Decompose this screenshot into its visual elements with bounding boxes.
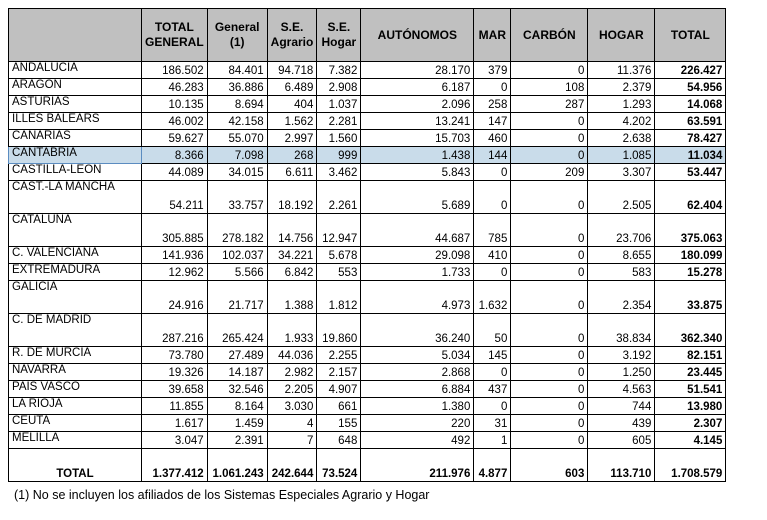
- region-cell: CANTABRIA: [9, 147, 142, 164]
- table-row: [9, 62, 726, 79]
- total-cell: 82.151: [655, 347, 726, 364]
- header-autonomos: AUTÓNOMOS: [361, 9, 474, 62]
- general-cell: 7.098: [207, 147, 267, 164]
- hogar-cell: 38.834: [588, 314, 655, 347]
- se-agrario-cell: 7: [267, 432, 317, 449]
- se-hogar-cell: 155: [317, 415, 361, 432]
- total-general-cell: 186.502: [142, 62, 208, 79]
- se-hogar-cell: 2.281: [317, 113, 361, 130]
- general-cell: 102.037: [207, 247, 267, 264]
- se-hogar-cell: 1.037: [317, 96, 361, 113]
- total-general-cell: 24.916: [142, 281, 208, 314]
- hogar-cell: 583: [588, 264, 655, 281]
- se-hogar-cell: 2.255: [317, 347, 361, 364]
- se-agrario-cell: 34.221: [267, 247, 317, 264]
- affiliates-table: [8, 8, 726, 482]
- total-cell: 362.340: [655, 314, 726, 347]
- hogar-cell: 2.505: [588, 181, 655, 214]
- mar-cell: 379: [474, 62, 511, 79]
- total-cell: 14.068: [655, 96, 726, 113]
- carbon-cell: 0: [511, 415, 588, 432]
- total-cell: 375.063: [655, 214, 726, 247]
- table-row: [9, 364, 726, 381]
- hogar-cell: 1.085: [588, 147, 655, 164]
- general-cell: 278.182: [207, 214, 267, 247]
- mar-cell: 0: [474, 79, 511, 96]
- carbon-cell: 0: [511, 398, 588, 415]
- table-row: [9, 281, 726, 314]
- general-cell: 21.717: [207, 281, 267, 314]
- general-cell: 5.566: [207, 264, 267, 281]
- table-row: [9, 415, 726, 432]
- total-cell: 62.404: [655, 181, 726, 214]
- total-autonomos-cell: 211.976: [361, 449, 474, 482]
- total-total-general-cell: 1.377.412: [142, 449, 208, 482]
- general-cell: 84.401: [207, 62, 267, 79]
- total-general-cell: 11.855: [142, 398, 208, 415]
- table-row: [9, 130, 726, 147]
- hogar-cell: 4.202: [588, 113, 655, 130]
- total-hogar-cell: 113.710: [588, 449, 655, 482]
- carbon-cell: 0: [511, 281, 588, 314]
- total-label: TOTAL: [9, 449, 142, 482]
- total-general-cell: 305.885: [142, 214, 208, 247]
- header-row: [9, 9, 726, 62]
- mar-cell: 1: [474, 432, 511, 449]
- mar-cell: 460: [474, 130, 511, 147]
- total-general-cell: 3.047: [142, 432, 208, 449]
- total-cell: 54.956: [655, 79, 726, 96]
- general-cell: 36.886: [207, 79, 267, 96]
- se-agrario-cell: 268: [267, 147, 317, 164]
- mar-cell: 0: [474, 264, 511, 281]
- carbon-cell: 108: [511, 79, 588, 96]
- total-cell: 2.307: [655, 415, 726, 432]
- autonomos-cell: 492: [361, 432, 474, 449]
- header-total-general: TOTAL GENERAL: [142, 9, 208, 62]
- region-cell: CEUTA: [9, 415, 142, 432]
- region-cell: EXTREMADURA: [9, 264, 142, 281]
- header-region: [9, 9, 142, 62]
- table-row: [9, 432, 726, 449]
- table-row: [9, 398, 726, 415]
- total-general-cell: 1.617: [142, 415, 208, 432]
- autonomos-cell: 220: [361, 415, 474, 432]
- carbon-cell: 0: [511, 314, 588, 347]
- se-agrario-cell: 1.933: [267, 314, 317, 347]
- se-hogar-cell: 7.382: [317, 62, 361, 79]
- mar-cell: 0: [474, 364, 511, 381]
- mar-cell: 147: [474, 113, 511, 130]
- total-cell: 226.427: [655, 62, 726, 79]
- total-cell: 53.447: [655, 164, 726, 181]
- autonomos-cell: 2.868: [361, 364, 474, 381]
- se-hogar-cell: 553: [317, 264, 361, 281]
- region-cell: C. DE MADRID: [9, 314, 142, 347]
- autonomos-cell: 5.689: [361, 181, 474, 214]
- autonomos-cell: 1.438: [361, 147, 474, 164]
- region-cell: ARAGÓN: [9, 79, 142, 96]
- region-cell: CASTILLA-LEÓN: [9, 164, 142, 181]
- se-hogar-cell: 648: [317, 432, 361, 449]
- autonomos-cell: 6.187: [361, 79, 474, 96]
- mar-cell: 31: [474, 415, 511, 432]
- general-cell: 55.070: [207, 130, 267, 147]
- total-cell: 78.427: [655, 130, 726, 147]
- se-hogar-cell: 661: [317, 398, 361, 415]
- se-agrario-cell: 6.489: [267, 79, 317, 96]
- total-general-cell: 10.135: [142, 96, 208, 113]
- autonomos-cell: 29.098: [361, 247, 474, 264]
- header-carbon: CARBÓN: [511, 9, 588, 62]
- general-cell: 33.757: [207, 181, 267, 214]
- se-agrario-cell: 14.756: [267, 214, 317, 247]
- carbon-cell: 0: [511, 147, 588, 164]
- header-se-hogar: S.E. Hogar: [317, 9, 361, 62]
- se-agrario-cell: 6.842: [267, 264, 317, 281]
- general-cell: 32.546: [207, 381, 267, 398]
- hogar-cell: 439: [588, 415, 655, 432]
- se-agrario-cell: 2.205: [267, 381, 317, 398]
- total-general-cell: 141.936: [142, 247, 208, 264]
- general-cell: 14.187: [207, 364, 267, 381]
- hogar-cell: 605: [588, 432, 655, 449]
- se-hogar-cell: 1.812: [317, 281, 361, 314]
- se-hogar-cell: 2.157: [317, 364, 361, 381]
- table-row: [9, 381, 726, 398]
- table-row: [9, 181, 726, 214]
- se-hogar-cell: 2.261: [317, 181, 361, 214]
- total-general-cell: 73.780: [142, 347, 208, 364]
- total-cell: 63.591: [655, 113, 726, 130]
- total-cell: 15.278: [655, 264, 726, 281]
- table-row: [9, 113, 726, 130]
- region-cell: NAVARRA: [9, 364, 142, 381]
- se-hogar-cell: 12.947: [317, 214, 361, 247]
- general-cell: 27.489: [207, 347, 267, 364]
- table-row: [9, 147, 726, 164]
- table-row: [9, 247, 726, 264]
- se-agrario-cell: 4: [267, 415, 317, 432]
- carbon-cell: 0: [511, 130, 588, 147]
- autonomos-cell: 6.884: [361, 381, 474, 398]
- total-se-hogar-cell: 73.524: [317, 449, 361, 482]
- total-general-cell: 287.216: [142, 314, 208, 347]
- region-cell: PAÍS VASCO: [9, 381, 142, 398]
- hogar-cell: 8.655: [588, 247, 655, 264]
- hogar-cell: 3.307: [588, 164, 655, 181]
- hogar-cell: 3.192: [588, 347, 655, 364]
- hogar-cell: 744: [588, 398, 655, 415]
- region-cell: MELILLA: [9, 432, 142, 449]
- se-agrario-cell: 94.718: [267, 62, 317, 79]
- total-cell: 23.445: [655, 364, 726, 381]
- general-cell: 2.391: [207, 432, 267, 449]
- carbon-cell: 0: [511, 113, 588, 130]
- total-mar-cell: 4.877: [474, 449, 511, 482]
- region-cell: CAST.-LA MANCHA: [9, 181, 142, 214]
- autonomos-cell: 1.380: [361, 398, 474, 415]
- se-agrario-cell: 44.036: [267, 347, 317, 364]
- carbon-cell: 0: [511, 214, 588, 247]
- total-se-agrario-cell: 242.644: [267, 449, 317, 482]
- hogar-cell: 11.376: [588, 62, 655, 79]
- autonomos-cell: 5.034: [361, 347, 474, 364]
- general-cell: 265.424: [207, 314, 267, 347]
- header-general: General (1): [207, 9, 267, 62]
- header-hogar: HOGAR: [588, 9, 655, 62]
- general-cell: 42.158: [207, 113, 267, 130]
- total-general-cell: 44.089: [142, 164, 208, 181]
- se-hogar-cell: 999: [317, 147, 361, 164]
- mar-cell: 1.632: [474, 281, 511, 314]
- hogar-cell: 2.638: [588, 130, 655, 147]
- total-general-cell: 46.283: [142, 79, 208, 96]
- carbon-cell: 209: [511, 164, 588, 181]
- se-agrario-cell: 1.388: [267, 281, 317, 314]
- region-cell: ASTURIAS: [9, 96, 142, 113]
- autonomos-cell: 5.843: [361, 164, 474, 181]
- carbon-cell: 0: [511, 432, 588, 449]
- carbon-cell: 0: [511, 347, 588, 364]
- table-row: [9, 314, 726, 347]
- carbon-cell: 0: [511, 181, 588, 214]
- se-hogar-cell: 19.860: [317, 314, 361, 347]
- carbon-cell: 0: [511, 264, 588, 281]
- hogar-cell: 23.706: [588, 214, 655, 247]
- mar-cell: 145: [474, 347, 511, 364]
- total-general-cell: 46.002: [142, 113, 208, 130]
- total-cell: 180.099: [655, 247, 726, 264]
- mar-cell: 410: [474, 247, 511, 264]
- total-general-cell: 8.366: [142, 147, 208, 164]
- se-hogar-cell: 3.462: [317, 164, 361, 181]
- general-cell: 34.015: [207, 164, 267, 181]
- table-row: [9, 96, 726, 113]
- region-cell: C. VALENCIANA: [9, 247, 142, 264]
- table-row: [9, 264, 726, 281]
- autonomos-cell: 1.733: [361, 264, 474, 281]
- table-row: [9, 79, 726, 96]
- carbon-cell: 0: [511, 62, 588, 79]
- autonomos-cell: 13.241: [361, 113, 474, 130]
- mar-cell: 258: [474, 96, 511, 113]
- region-cell: CATALUÑA: [9, 214, 142, 247]
- mar-cell: 437: [474, 381, 511, 398]
- se-hogar-cell: 2.908: [317, 79, 361, 96]
- region-cell: LA RIOJA: [9, 398, 142, 415]
- hogar-cell: 2.354: [588, 281, 655, 314]
- autonomos-cell: 2.096: [361, 96, 474, 113]
- region-cell: ANDALUCÍA: [9, 62, 142, 79]
- se-hogar-cell: 1.560: [317, 130, 361, 147]
- total-carbon-cell: 603: [511, 449, 588, 482]
- general-cell: 1.459: [207, 415, 267, 432]
- table-row: [9, 214, 726, 247]
- hogar-cell: 2.379: [588, 79, 655, 96]
- header-se-agrario: S.E. Agrario: [267, 9, 317, 62]
- se-agrario-cell: 18.192: [267, 181, 317, 214]
- autonomos-cell: 28.170: [361, 62, 474, 79]
- autonomos-cell: 44.687: [361, 214, 474, 247]
- mar-cell: 0: [474, 398, 511, 415]
- mar-cell: 0: [474, 181, 511, 214]
- general-cell: 8.164: [207, 398, 267, 415]
- carbon-cell: 0: [511, 364, 588, 381]
- total-cell: 51.541: [655, 381, 726, 398]
- mar-cell: 50: [474, 314, 511, 347]
- header-mar: MAR: [474, 9, 511, 62]
- autonomos-cell: 15.703: [361, 130, 474, 147]
- region-cell: R. DE MURCIA: [9, 347, 142, 364]
- total-row: [9, 449, 726, 482]
- carbon-cell: 287: [511, 96, 588, 113]
- mar-cell: 0: [474, 164, 511, 181]
- se-hogar-cell: 5.678: [317, 247, 361, 264]
- total-general-cell: 1.061.243: [207, 449, 267, 482]
- region-cell: ILLES BALEARS: [9, 113, 142, 130]
- carbon-cell: 0: [511, 381, 588, 398]
- total-cell: 13.980: [655, 398, 726, 415]
- total-general-cell: 39.658: [142, 381, 208, 398]
- mar-cell: 785: [474, 214, 511, 247]
- hogar-cell: 1.293: [588, 96, 655, 113]
- region-cell: GALICIA: [9, 281, 142, 314]
- se-agrario-cell: 1.562: [267, 113, 317, 130]
- se-agrario-cell: 2.997: [267, 130, 317, 147]
- total-cell: 11.034: [655, 147, 726, 164]
- table-row: [9, 347, 726, 364]
- total-general-cell: 54.211: [142, 181, 208, 214]
- table-row: [9, 164, 726, 181]
- se-agrario-cell: 2.982: [267, 364, 317, 381]
- autonomos-cell: 36.240: [361, 314, 474, 347]
- se-agrario-cell: 3.030: [267, 398, 317, 415]
- total-general-cell: 12.962: [142, 264, 208, 281]
- mar-cell: 144: [474, 147, 511, 164]
- hogar-cell: 1.250: [588, 364, 655, 381]
- total-total-cell: 1.708.579: [655, 449, 726, 482]
- se-agrario-cell: 6.611: [267, 164, 317, 181]
- se-hogar-cell: 4.907: [317, 381, 361, 398]
- region-cell: CANARIAS: [9, 130, 142, 147]
- total-general-cell: 59.627: [142, 130, 208, 147]
- footnote: (1) No se incluyen los afiliados de los Sistemas Especiales Agrario y Hogar: [14, 488, 430, 502]
- hogar-cell: 4.563: [588, 381, 655, 398]
- se-agrario-cell: 404: [267, 96, 317, 113]
- total-cell: 33.875: [655, 281, 726, 314]
- total-general-cell: 19.326: [142, 364, 208, 381]
- header-total: TOTAL: [655, 9, 726, 62]
- autonomos-cell: 4.973: [361, 281, 474, 314]
- total-cell: 4.145: [655, 432, 726, 449]
- carbon-cell: 0: [511, 247, 588, 264]
- general-cell: 8.694: [207, 96, 267, 113]
